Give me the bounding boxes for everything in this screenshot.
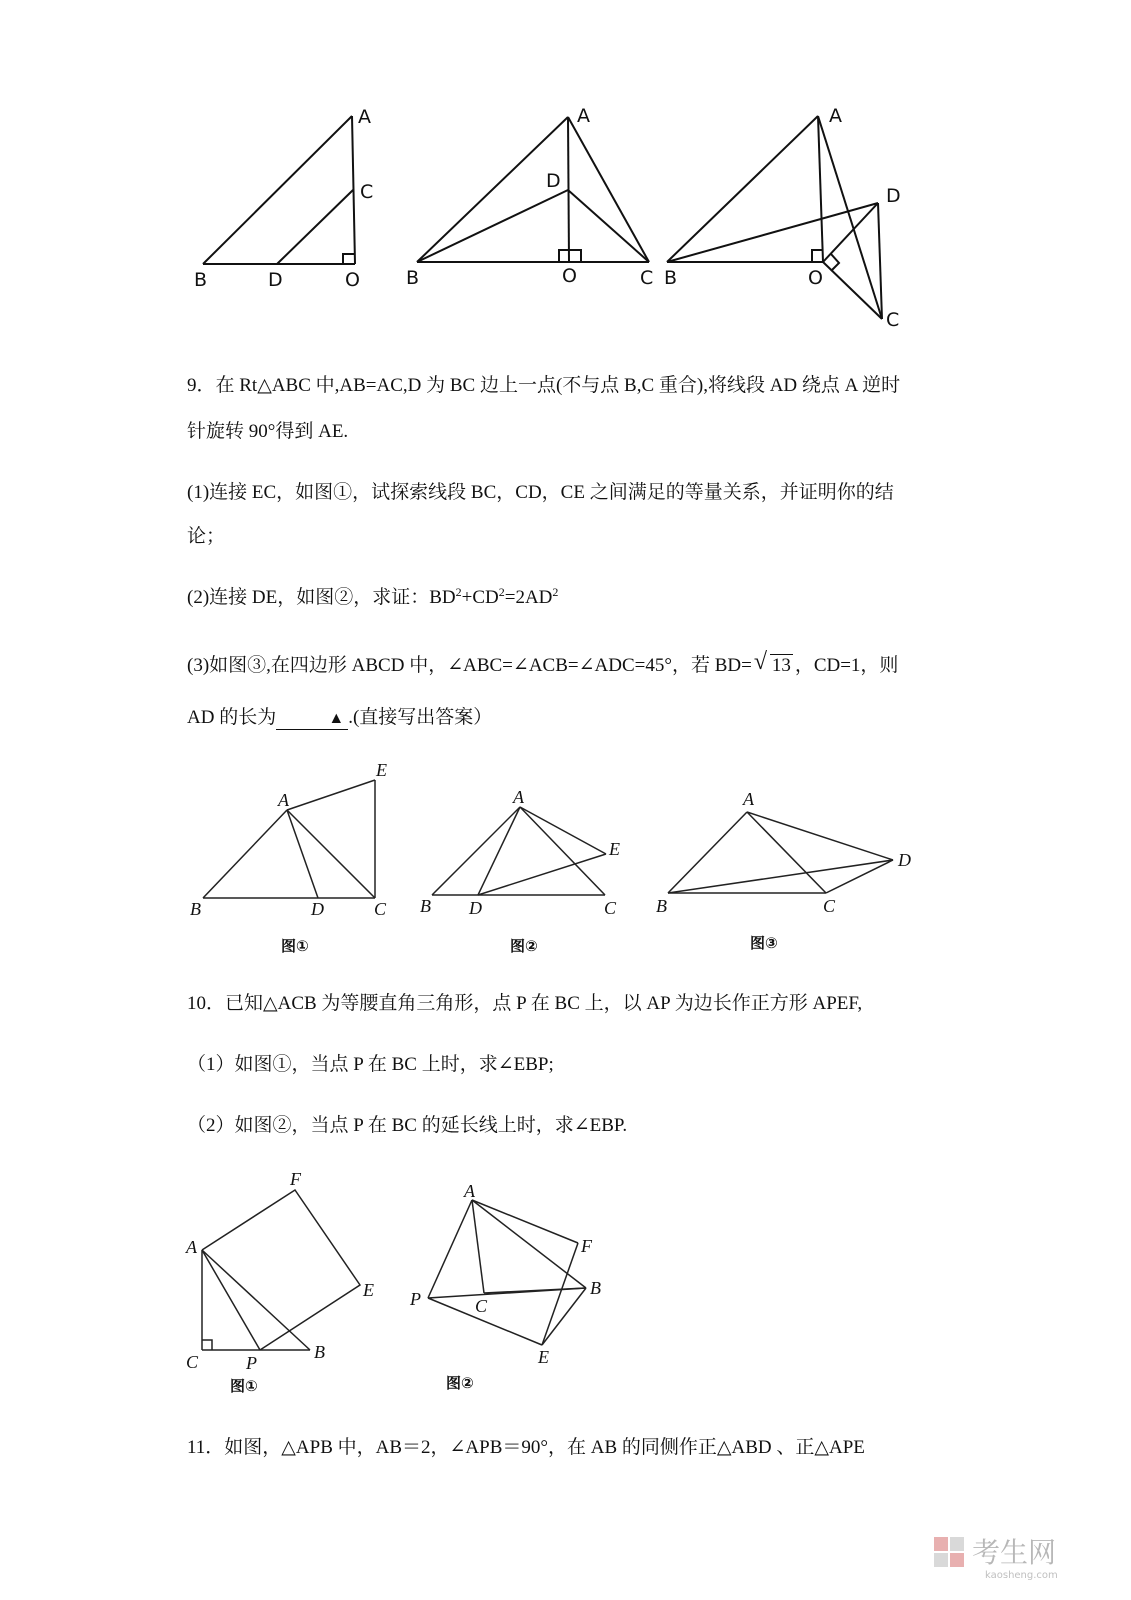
q9-part3-line1	[187, 649, 899, 678]
q9-part3-pre: (3)如图③,在四边形 ABCD 中，∠ABC=∠ACB=∠ADC=45°，若 BD=	[187, 655, 752, 676]
label-C: C	[886, 309, 900, 331]
radicand: 13	[771, 655, 791, 676]
label-D: D	[886, 185, 901, 207]
watermark	[934, 1536, 1058, 1581]
superscript: 2	[498, 585, 505, 599]
label-E: E	[376, 760, 387, 780]
label-D: D	[469, 898, 482, 918]
label-A: A	[829, 105, 842, 127]
label-A: A	[513, 787, 524, 807]
label-B: B	[656, 896, 667, 916]
label-B: B	[664, 267, 678, 289]
caption-fig2: 图②	[510, 937, 538, 955]
q9-part2-mid2: =2AD	[504, 587, 553, 608]
top-figure-3	[664, 105, 901, 331]
top-figure-2	[406, 105, 653, 289]
label-O: O	[562, 265, 577, 287]
q10-line1: 10．已知△ACB 为等腰直角三角形，点 P 在 BC 上，以 AP 为边长作正方形 APEF,	[187, 993, 863, 1014]
label-C: C	[640, 267, 654, 289]
watermark-url: kaosheng.com	[985, 1570, 1058, 1581]
superscript: 2	[552, 585, 559, 599]
q11-line1: 11．如图，△APB 中，AB＝2，∠APB＝90°，在 AB 的同侧作正△ABD 、正△APE	[187, 1437, 865, 1458]
caption-fig3: 图③	[750, 934, 778, 952]
label-A: A	[358, 106, 371, 128]
top-figure-1	[194, 106, 373, 291]
label-D: D	[898, 850, 911, 870]
q9-part3-line2-pre: AD 的长为	[187, 707, 277, 728]
label-D: D	[311, 899, 324, 919]
label-A: A	[186, 1237, 197, 1257]
label-F: F	[290, 1169, 301, 1189]
label-B: B	[314, 1342, 325, 1362]
label-E: E	[538, 1347, 549, 1367]
label-E: E	[363, 1280, 374, 1300]
label-E: E	[609, 839, 620, 859]
q9-line1: 9．在 Rt△ABC 中,AB=AC,D 为 BC 边上一点(不与点 B,C 重合),将线段 AD 绕点 A 逆时	[187, 375, 901, 396]
q10-figure-1	[185, 1169, 374, 1395]
label-B: B	[194, 269, 208, 291]
blank-triangle-mark: ▲	[328, 710, 345, 727]
q9-part2-pre: (2)连接 DE，如图②，求证：BD	[187, 587, 456, 608]
q9-part1-line1: (1)连接 EC，如图①，试探索线段 BC，CD，CE 之间满足的等量关系，并证明你的结	[187, 482, 894, 503]
superscript: 2	[455, 585, 462, 599]
caption-fig1: 图①	[281, 937, 309, 955]
watermark-text: 考生网	[972, 1536, 1057, 1569]
q9-part2	[187, 586, 558, 611]
q10-figure-2	[409, 1181, 601, 1392]
radical-sign: √	[753, 649, 767, 675]
q10-part2: （2）如图②，当点 P 在 BC 的延长线上时，求∠EBP.	[187, 1115, 628, 1136]
label-P: P	[410, 1289, 421, 1309]
label-A: A	[464, 1181, 475, 1201]
label-C: C	[475, 1296, 488, 1316]
q9-line2: 针旋转 90°得到 AE.	[187, 421, 349, 442]
q9-part3-line2-post: .(直接写出答案）	[348, 707, 493, 728]
caption-fig1: 图①	[230, 1377, 258, 1395]
answer-blank	[276, 709, 348, 730]
label-A: A	[743, 789, 754, 809]
q9-part3-line2	[187, 706, 492, 730]
label-C: C	[186, 1352, 199, 1372]
q9-part3-post: ，CD=1，则	[794, 655, 899, 676]
label-A: A	[577, 105, 590, 127]
label-C: C	[823, 896, 836, 916]
q9-part2-mid1: +CD	[461, 587, 499, 608]
caption-fig2: 图②	[446, 1374, 474, 1392]
q9-figure-1	[190, 760, 387, 955]
q9-figure-3	[656, 789, 911, 952]
label-A: A	[278, 790, 289, 810]
q9-part1-line2: 论；	[187, 526, 226, 547]
label-C: C	[360, 181, 374, 203]
q9-figure-2	[420, 787, 620, 955]
label-C: C	[374, 899, 387, 919]
label-D: D	[268, 269, 283, 291]
label-B: B	[190, 899, 201, 919]
label-O: O	[345, 269, 360, 291]
label-D: D	[546, 170, 561, 192]
sqrt-expression	[753, 649, 793, 678]
label-B: B	[420, 896, 431, 916]
label-O: O	[808, 267, 823, 289]
q10-part1: （1）如图①，当点 P 在 BC 上时，求∠EBP;	[187, 1054, 554, 1075]
label-B: B	[406, 267, 420, 289]
label-C: C	[604, 898, 617, 918]
label-P: P	[246, 1353, 257, 1373]
label-B: B	[590, 1278, 601, 1298]
label-F: F	[581, 1236, 592, 1256]
